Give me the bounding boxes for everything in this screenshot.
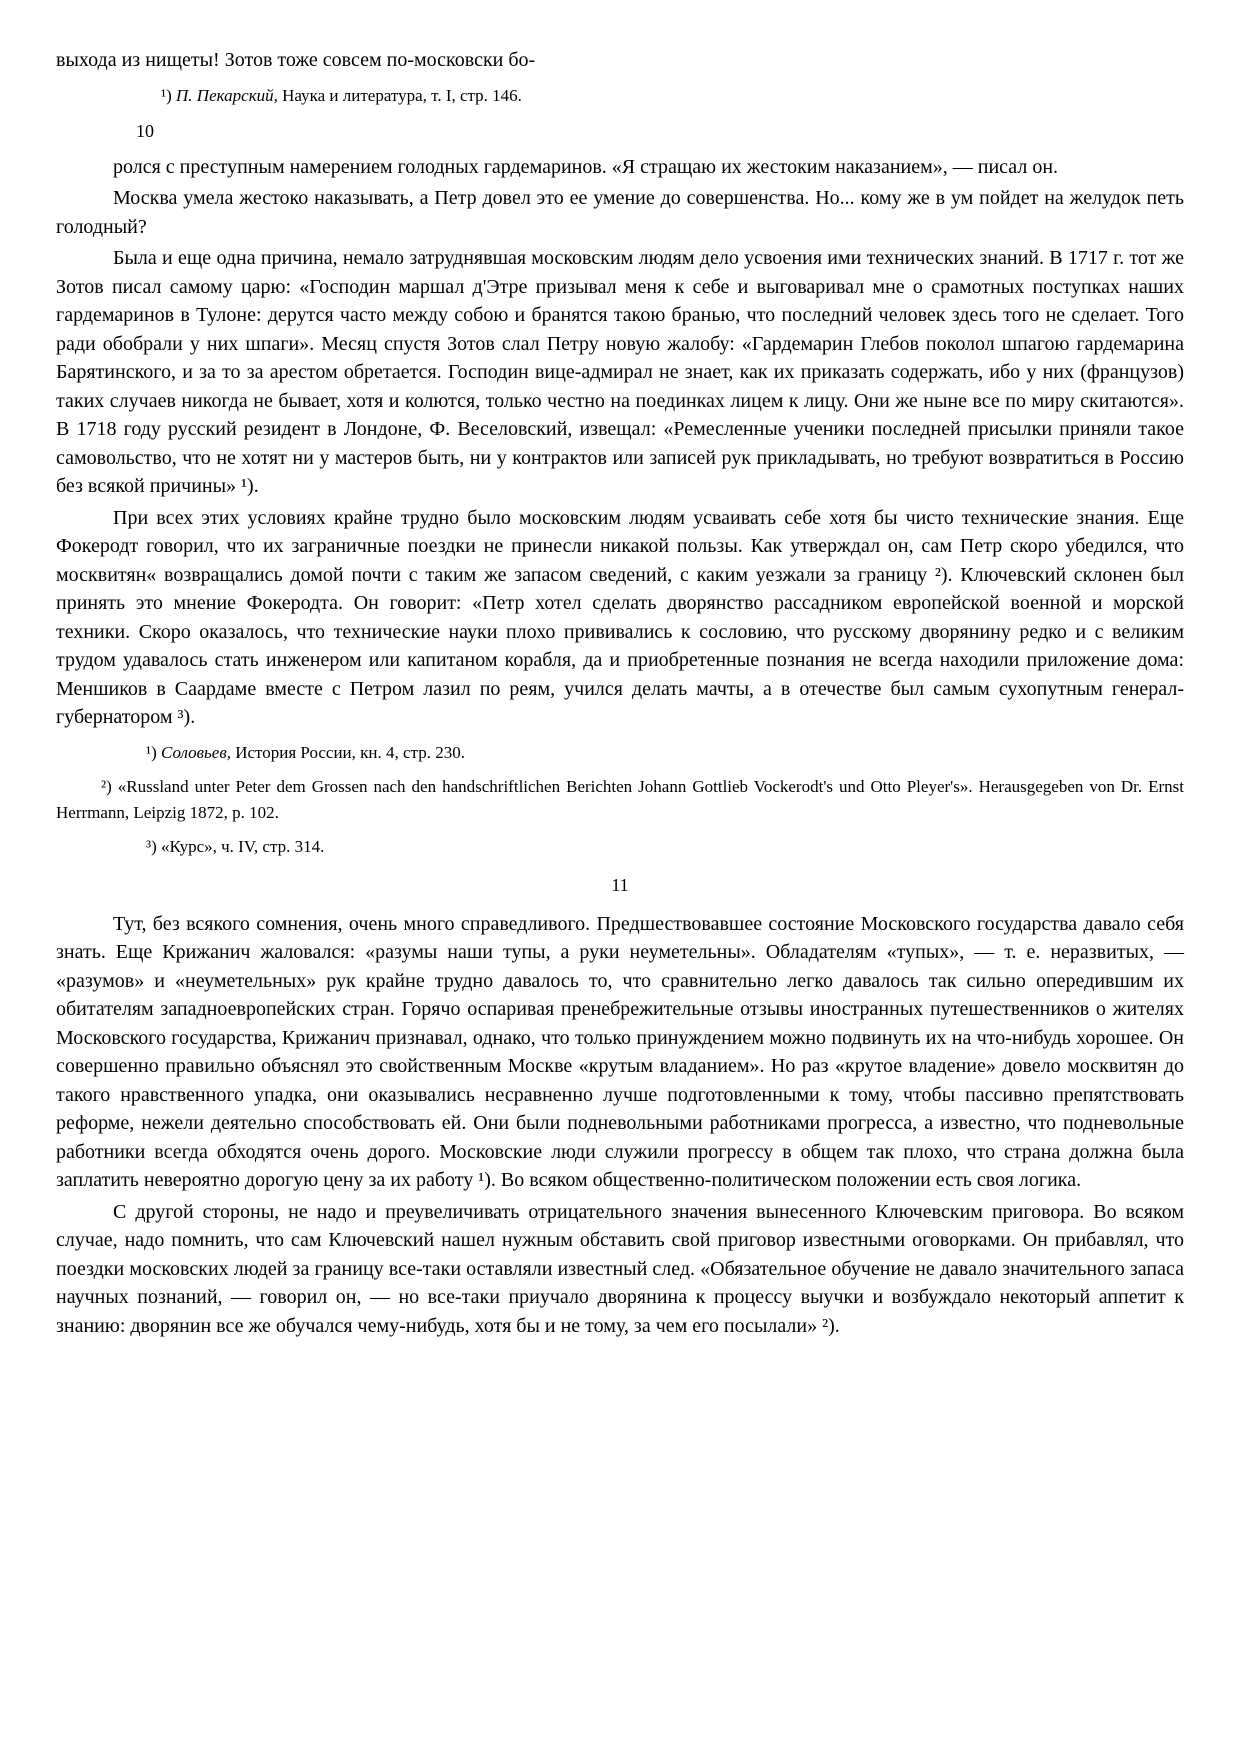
page-number-11: 11 (611, 874, 629, 895)
footnote (56, 740, 1184, 766)
footnote-source-italic: П. Пекарский, (176, 85, 278, 105)
footnote-text: Наука и литература, т. I, стр. 146. (277, 85, 522, 105)
continuation-line: выхода из нищеты! Зотов тоже совсем по-московски бо- (56, 49, 536, 71)
footnote-marker: ¹) (146, 742, 162, 762)
footnote-source-italic: Соловьев, (161, 742, 231, 762)
footnote-marker: ²) (101, 776, 118, 796)
footnote (56, 774, 1184, 826)
body-paragraph: ролся с преступным намерением голодных гардемаринов. «Я стращаю их жестоким наказанием», — писал он. (113, 155, 1059, 178)
footnote-marker: ³) (146, 836, 162, 856)
body-paragraph: Тут, без всякого сомнения, очень много справедливого. Предшествовавшее состояние Московского государства давало себя знать. Еще Крижанич жаловался: «разумы наши тупы, а руки неуметельны». Обладателям «тупых», — т. е. неразвитых, — «разумов» и «неуметельных» рук крайне трудно давалось то, что сравнительно легко давалось так сильно опередившим их обитателям западноевропейских стран. Горячо оспаривая пренебрежительные отзывы иностранных путешественников о жителях Московского государства, Крижанич признавал, однако, что только принуждением можно подвинуть их на что-нибудь хорошее. Он совершенно правильно объяснял это свойственным Москве «крутым владанием». Но раз «крутое владение» довело москвитян до такого нравственного упадка, они оказывались несравненно лучше подготовленными к тому, чтобы пассивно препятствовать реформе, нежели деятельно способствовать ей. Они были подневольными работниками прогресса, а известно, что подневольные работники всегда обходятся очень дорого. Московские люди служили прогрессу в общем так плохо, что страна должна была заплатить невероятно дорогую цену за их работу ¹). Во всяком общественно-политическом положении есть своя логика. (56, 912, 1184, 1191)
footnote (56, 83, 1184, 109)
body-paragraph: С другой стороны, не надо и преувеличивать отрицательного значения вынесенного Ключевским приговора. Во всяком случае, надо помнить, что сам Ключевский нашел нужным обставить свой приговор известными оговорками. Он прибавлял, что поездки московских людей за границу все-таки оставляли известный след. «Обязательное обучение не давало значительного запаса научных познаний, — говорил он, — но все-таки приучало дворянина к процессу выучки и возбуждало некоторый аппетит к знанию: дворянин все же обучался чему-нибудь, хотя бы и не тому, за чем его посылали» ²). (56, 1200, 1184, 1337)
footnote-text: «Russland unter Peter dem Grossen nach den handschriftlichen Berichten Johann Gottlieb Vockerodt's und Otto Pleyer's». Herausgegeben von Dr. Ernst Herrmann, Leipzig 1872, p. 102. (56, 776, 1184, 822)
footnote-marker: ¹) (161, 85, 177, 105)
body-paragraph: Москва умела жестоко наказывать, а Петр довел это ее умение до совершенства. Но... кому же в ум пойдет на желудок петь голодный? (56, 187, 1184, 238)
body-paragraph: Была и еще одна причина, немало затруднявшая московским людям дело усвоения ими технических знаний. В 1717 г. тот же Зотов писал самому царю: «Господин маршал д'Этре призывал меня к себе и выговаривал мне о срамотных поступках наших гардемаринов в Тулоне: дерутся часто между собою и бранятся такою бранью, что последний человек здесь того не сделает. Того ради обобрали у них шпаги». Месяц спустя Зотов слал Петру новую жалобу: «Гардемарин Глебов поколол шпагою гардемарина Барятинского, и за то за арестом обретается. Господин вице-адмирал не знает, как их приказать содержать, ибо у них (французов) таких случаев никогда не бывает, хотя и колются, только честно на поединках лицем к лицу. Они же ныне все по миру скитаются». В 1718 году русский резидент в Лондоне, Ф. Веселовский, извещал: «Ремесленные ученики последней присылки приняли такое самовольство, что не хотят ни у мастеров быть, ни у контрактов или записей рук прикладывать, но требуют возвратиться в Россию без всякой причины» ¹). (56, 247, 1184, 497)
page-number-10: 10 (136, 120, 154, 141)
footnote-text: История России, кн. 4, стр. 230. (230, 742, 465, 762)
body-paragraph: При всех этих условиях крайне трудно было московским людям усваивать себе хотя бы чисто технические знания. Еще Фокеродт говорил, что их заграничные поездки не принесли никакой пользы. Как утверждал он, сам Петр скоро убедился, что москвитян« возвращались домой почти с таким же запасом сведений, с каким уезжали за границу ²). Ключевский склонен был принять это мнение Фокеродта. Он говорит: «Петр хотел сделать дворянство рассадником европейской военной и морской техники. Скоро оказалось, что технические науки плохо прививались к сословию, что русскому дворянину редко и с великим трудом удавалось стать инженером или капитаном корабля, да и приобретенные познания не всегда находили приложение дома: Меншиков в Саардаме вместе с Петром лазил по реям, учился делать мачты, а в отечестве был самым сухопутным генерал-губернатором ³). (56, 506, 1184, 728)
footnote (56, 834, 1184, 860)
footnote-text: «Курс», ч. IV, стр. 314. (161, 836, 325, 856)
